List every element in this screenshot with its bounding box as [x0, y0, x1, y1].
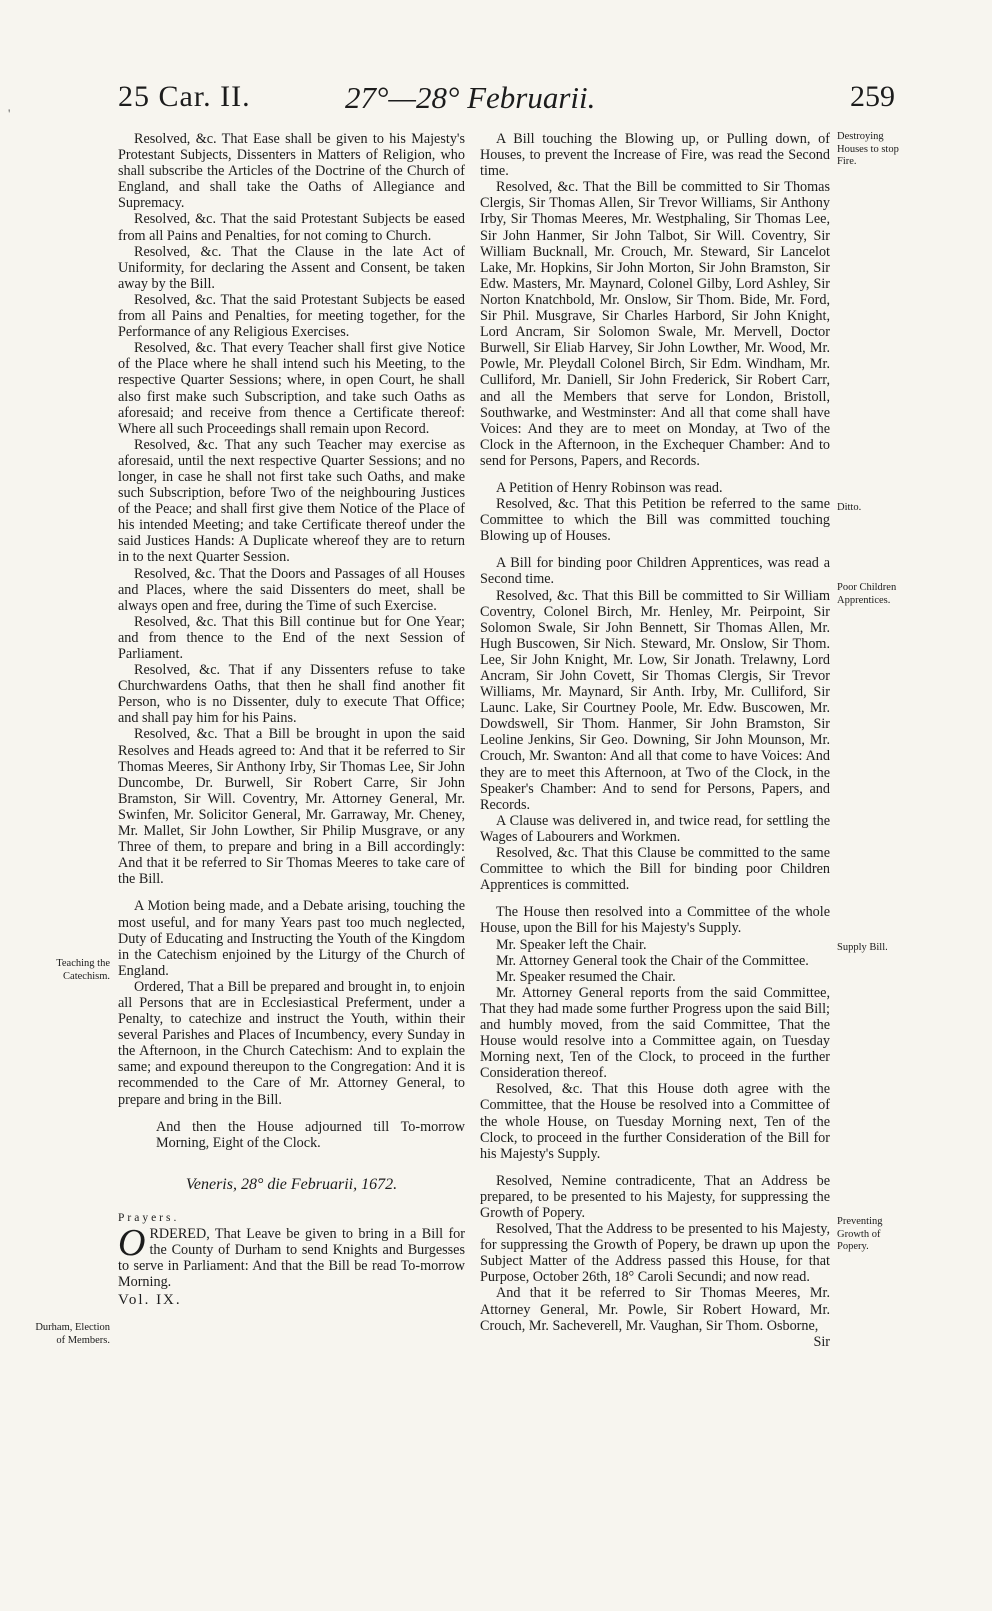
paragraph: Mr. Attorney General reports from the said Committee, That they had made some further Progress upon the said Bill; and humbly moved, from the said Committee, That the House would resolve into a Committee again, on Tuesday Morning next, Ten of the Clock, to proceed in the further Consideration thereof.	[480, 984, 830, 1082]
paragraph: Mr. Attorney General took the Chair of the Committee.	[496, 952, 809, 969]
catchword: Sir	[813, 1333, 830, 1350]
paragraph: Resolved, &c. That any such Teacher may exercise as aforesaid, until the next respective Quarter Sessions; and no longer, in case he shall not first take such Oaths, and make such Subscription, before Two of the neighbouring Justices of the Peace; and shall first give them Notice of the Place of his intended Meeting; and take Certificate thereof under the said Justices Hands: A Duplicate whereof they are to return in to the next Quarter Session.	[118, 436, 465, 566]
running-head-session: 25 Car. II.	[118, 80, 251, 113]
adjournment: And then the House adjourned till To-morrow Morning, Eight of the Clock.	[156, 1118, 465, 1151]
paragraph: Resolved, &c. That this Bill be committed to Sir William Coventry, Colonel Birch, Mr. Henley, Mr. Peirpoint, Sir Solomon Swale, Sir John Bennett, Sir Thomas Allen, Mr. Hugh Buscowen, Sir Nich. Steward, Mr. Onslow, Sir Thom. Lee, Sir John Knight, Mr. Low, Sir Jonath. Trelawny, Lord Ancram, Sir John Covett, Sir Thomas Clergis, Sir Trevor Williams, Mr. Maynard, Sir Anth. Irby, Mr. Culliford, Sir Launc. Lake, Sir Courtney Poole, Mr. Edw. Buscowen, Mr. Dowdswell, Sir Thom. Hanmer, Sir John Bramston, Sir Leoline Jenkins, Sir Geo. Downing, Sir John Mounson, Mr. Crouch, Mr. Swanton: And all that come to have Voices: And they are to meet this Afternoon, at Two of the Clock, in the Speaker's Chamber: And to send for Persons, Papers, and Records.	[480, 587, 830, 813]
paragraph: Resolved, &c. That this Bill continue but for One Year; and from thence to the End of the next Session of Parliament.	[118, 613, 465, 662]
margin-note-durham-election: Durham, Election of Members.	[35, 1322, 110, 1346]
margin-note-teaching-catechism: Teaching the Catechism.	[56, 958, 110, 982]
sitting-date: Veneris, 28° die Februarii, 1672.	[185, 1175, 398, 1193]
margin-note-ditto: Ditto.	[837, 502, 862, 513]
paragraph: And that it be referred to Sir Thomas Meeres, Mr. Attorney General, Mr. Powle, Sir Robert Howard, Mr. Crouch, Mr. Sacheverell, Mr. Vaughan, Sir Thom. Osborne,	[480, 1285, 830, 1334]
page-number: 259	[850, 80, 895, 113]
paragraph: Resolved, &c. That the Doors and Passages of all Houses and Places, where the said Dissenters do meet, shall be always open and free, during the Time of such Exercise.	[118, 565, 465, 614]
paragraph: Resolved, &c. That this House doth agree with the Committee, that the House be resolved into a Committee of the whole House, on Tuesday Morning next, Ten of the Clock, to proceed in the further Consideration of the Bill for his Majesty's Supply.	[480, 1081, 830, 1162]
margin-note-supply-bill: Supply Bill.	[837, 942, 888, 953]
paragraph: Resolved, &c. That a Bill be brought in upon the said Resolves and Heads agreed to: And that it be referred to Sir Thomas Meeres, Sir Anthony Irby, Sir Thomas Lee, Sir John Duncombe, Dr. Burwell, Sir Robert Carre, Sir John Bramston, Sir Will. Coventry, Mr. Attorney General, Mr. Swinfen, Mr. Solicitor General, Mr. Garraway, Mr. Cheney, Mr. Mallet, Sir John Lowther, Sir Philip Musgrave, or any Three of them, to prepare and bring in a Bill accordingly: And that it be referred to Sir Thomas Meeres to take care of the Bill.	[118, 726, 465, 888]
ordered-paragraph	[118, 1222, 465, 1291]
paragraph: Resolved, &c. That this Petition be referred to the same Committee to which the Bill was committed touching Blowing up of Houses.	[480, 496, 830, 545]
paragraph: A Bill for binding poor Children Apprentices, was read a Second time.	[480, 555, 830, 588]
paragraph: A Motion being made, and a Debate arising, touching the most useful, and for many Years past too much neglected, Duty of Educating and Instructing the Youth of the Kingdom in the Catechism enjoined by the Liturgy of the Church of England.	[118, 898, 465, 979]
paragraph: Resolved, &c. That the said Protestant Subjects be eased from all Pains and Penalties, for meeting together, for the Performance of any Religious Exercises.	[118, 291, 465, 341]
ordered-text: RDERED, That Leave be given to bring in a Bill for the County of Durham to send Knights and Burgesses to serve in Parliament: And that the Bill be read To-morrow Morning.	[118, 1226, 465, 1291]
paragraph: Resolved, &c. That Ease shall be given to his Majesty's Protestant Subjects, Dissenters in Matters of Religion, who shall subscribe the Articles of the Doctrine of the Church of England, and shall take the Oaths of Allegiance and Supremacy.	[118, 131, 465, 212]
paragraph: Resolved, &c. That this Clause be committed to the same Committee to which the Bill for binding poor Children Apprentices is committed.	[480, 845, 830, 894]
paragraph: Resolved, &c. That the Bill be committed to Sir Thomas Clergis, Sir Thomas Allen, Sir Trevor Williams, Sir Anthony Irby, Sir Thomas Meeres, Mr. Westphaling, Sir Thomas Lee, Sir John Hanmer, Sir John Talbot, Sir Will. Coventry, Sir William Bucknall, Mr. Crouch, Mr. Steward, Sir Lancelot Lake, Mr. Hopkins, Sir John Morton, Sir John Bramston, Sir Edw. Masters, Mr. Maynard, Colonel Gilby, Lord Ashley, Sir Norton Knatchbold, Mr. Onslow, Sir Thom. Bide, Mr. Ford, Sir Phil. Musgrave, Sir Charles Harbord, Sir John Knight, Lord Ancram, Sir Solomon Swale, Mr. Mervell, Doctor Burwell, Sir Eliab Harvey, Sir John Lowther, Mr. Wood, Mr. Powle, Mr. Pleydall Colonel Birch, Sir Edm. Windham, Mr. Culliford, Mr. Daniell, Sir John Frederick, Sir Robert Carr, and all the Members that serve for London, Bristoll, Southwarke, and Westminster: And all that come shall have Voices: And they are to meet on Monday, at Two of the Clock in the Afternoon, in the Exchequer Chamber: And to send for Persons, Papers, and Records.	[480, 179, 830, 469]
prayers-heading: Prayers.	[118, 1211, 180, 1224]
margin-note-preventing-popery: Preventing Growth of Popery.	[837, 1216, 883, 1252]
paragraph: Mr. Speaker left the Chair.	[496, 936, 647, 953]
right-column	[480, 131, 830, 1350]
paragraph: Resolved, &c. That the said Protestant Subjects be eased from all Pains and Penalties, for not coming to Church.	[118, 211, 465, 244]
paragraph: Resolved, &c. That the Clause in the late Act of Uniformity, for declaring the Assent and Consent, be taken away by the Bill.	[118, 243, 465, 292]
paragraph: Resolved, &c. That if any Dissenters refuse to take Churchwardens Oaths, that then he shall find another fit Person, who is no Dissenter, duly to execute That Office; and shall pay him for his Pains.	[118, 662, 465, 727]
paragraph: A Bill touching the Blowing up, or Pulling down, of Houses, to prevent the Increase of Fire, was read the Second time.	[480, 131, 830, 180]
paragraph: Mr. Speaker resumed the Chair.	[496, 968, 676, 985]
paragraph: A Clause was delivered in, and twice read, for settling the Wages of Labourers and Workmen.	[480, 812, 830, 845]
paragraph: A Petition of Henry Robinson was read.	[496, 479, 723, 496]
margin-note-destroying-houses: Destroying Houses to stop Fire.	[837, 131, 899, 167]
stray-mark: '	[8, 106, 11, 121]
paragraph: Resolved, That the Address to be presented to his Majesty, for suppressing the Growth of Popery, be drawn up upon the Subject Matter of the Address passed this House, for that Purpose, October 26th, 18° Caroli Secundi; and now read.	[480, 1221, 830, 1286]
margin-note-poor-children: Poor Children Apprentices.	[837, 582, 897, 606]
paragraph: Ordered, That a Bill be prepared and brought in, to enjoin all Persons that are in Ecclesiastical Preferment, under a Penalty, to catechize and instruct the Youth, within their several Parishes and Places of Incumbency, every Sunday in the Afternoon, in the Church Catechism: And to explain the same; and expound thereupon to the Congregation: And it is recommended to the Care of Mr. Attorney General, to prepare and bring in the Bill.	[118, 978, 465, 1108]
paragraph: Resolved, &c. That every Teacher shall first give Notice of the Place where he shall intend such his Meeting, to the respective Quarter Sessions; where, in open Court, he shall also first make such Subscription, and take such Oaths as aforesaid; and receive from thence a Certificate thereof: Where all such Proceedings shall remain upon Record.	[118, 340, 465, 437]
drop-cap: O	[118, 1222, 146, 1264]
paragraph: Resolved, Nemine contradicente, That an Address be prepared, to be presented to his Majesty, for suppressing the Growth of Popery.	[480, 1172, 830, 1221]
volume-signature: Vol. IX.	[118, 1292, 182, 1309]
running-head-date: 27°—28° Februarii.	[345, 80, 596, 115]
left-column	[118, 131, 465, 1308]
paragraph: The House then resolved into a Committee of the whole House, upon the Bill for his Majesty's Supply.	[480, 904, 830, 937]
